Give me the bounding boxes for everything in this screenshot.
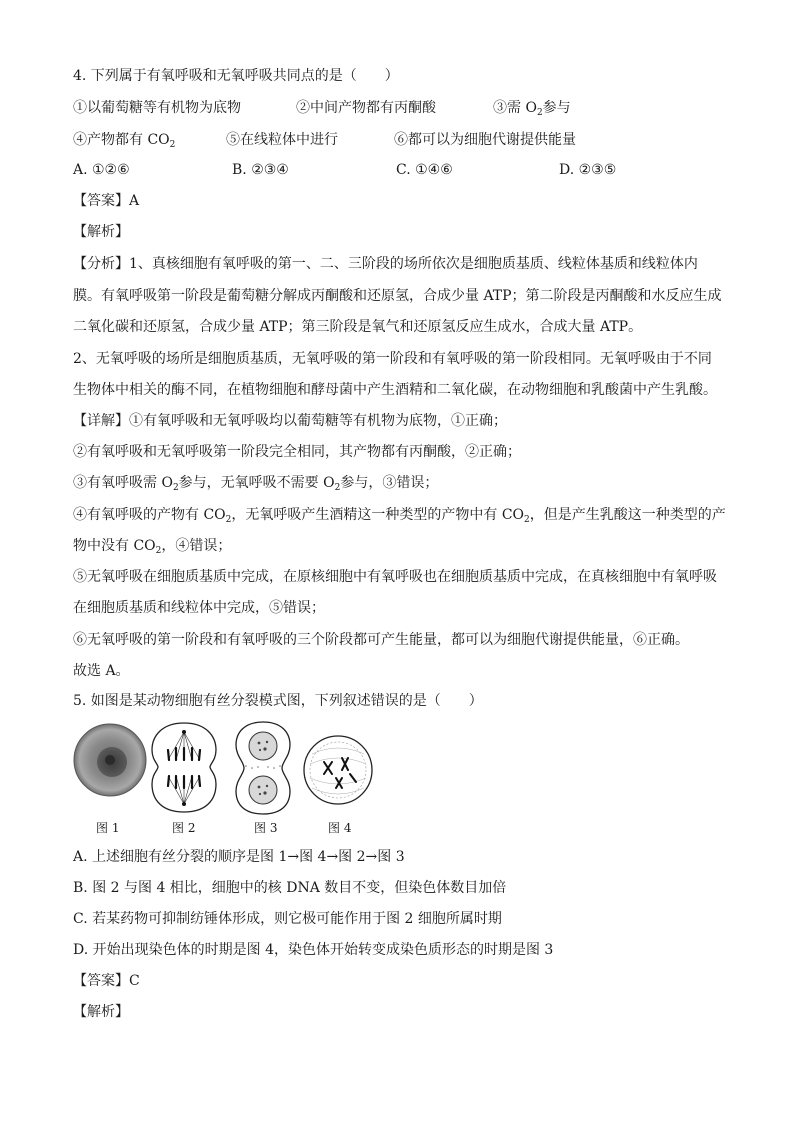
figure-4-prophase-cell bbox=[302, 734, 374, 806]
q4-detail-line: ⑤无氧呼吸在细胞质基质中完成，在原核细胞中有氧呼吸也在细胞质基质中完成，在真核细胞中有氧呼吸 bbox=[73, 569, 717, 585]
q4-answer bbox=[73, 191, 139, 211]
q4-detail-line: ④有氧呼吸的产物有 $CO_2$，无氧呼吸产生酒精这一种类型的产物中有 $CO_2$，但是产生乳酸这一种类型的产 bbox=[73, 507, 726, 525]
q4-analysis-tag: 【解析】 bbox=[73, 224, 129, 240]
q5-option-c: C. 若某药物可抑制纺锤体形成，则它极可能作用于图 2 细胞所属时期 bbox=[73, 911, 502, 927]
figure-3-label: 图 3 bbox=[254, 821, 278, 835]
q4-item-6: ⑥都可以为细胞代谢提供能量 bbox=[394, 132, 576, 148]
q4-option-a: A. ①②⑥ bbox=[73, 162, 130, 178]
q4-detail-line: 【详解】①有氧呼吸和无氧呼吸均以葡萄糖等有机物为底物，①正确； bbox=[73, 413, 507, 429]
q4-detail-line: 在细胞质基质和线粒体中完成，⑤错误； bbox=[73, 600, 325, 616]
answer-tag: 【答案】 bbox=[73, 193, 129, 209]
q4-analysis-line: 2、无氧呼吸的场所是细胞质基质，无氧呼吸的第一阶段和有氧呼吸的第一阶段相同。无氧呼吸由于不同 bbox=[73, 351, 712, 367]
figure-1-interphase-cell bbox=[70, 720, 150, 800]
q4-analysis-line: 【分析】1、真核细胞有氧呼吸的第一、二、三阶段的场所依次是细胞质基质、线粒体基质和线粒体内 bbox=[73, 256, 698, 272]
q5-stem: 5. 如图是某动物细胞有丝分裂模式图，下列叙述错误的是（ ） bbox=[73, 693, 483, 709]
q5-option-a: A. 上述细胞有丝分裂的顺序是图 1→图 4→图 2→图 3 bbox=[73, 849, 405, 865]
q4-analysis-line: 生物体中相关的酶不同，在植物细胞和酵母菌中产生酒精和二氧化碳，在动物细胞和乳酸菌中产生乳酸。 bbox=[73, 382, 717, 398]
answer-value: C bbox=[129, 973, 140, 989]
q4-item-5: ⑤在线粒体中进行 bbox=[226, 132, 338, 148]
figure-2-anaphase-cell bbox=[148, 720, 220, 815]
q4-option-d: D. ②③⑤ bbox=[559, 162, 617, 178]
q4-analysis-line: 膜。有氧呼吸第一阶段是葡萄糖分解成丙酮酸和还原氢，合成少量 ATP；第二阶段是丙酮酸和水反应生成 bbox=[73, 288, 722, 304]
q4-detail-line: 物中没有 $CO_2$，④错误； bbox=[73, 538, 232, 556]
q4-option-b: B. ②③④ bbox=[232, 162, 289, 178]
q4-detail-line: ⑥无氧呼吸的第一阶段和有氧呼吸的三个阶段都可产生能量，都可以为细胞代谢提供能量，⑥正确。 bbox=[73, 632, 689, 648]
q4-stem: 4. 下列属于有氧呼吸和无氧呼吸共同点的是（ ） bbox=[73, 68, 399, 84]
figure-4-label: 图 4 bbox=[328, 821, 352, 835]
q4-item-3: ③需 $O_2$参与 bbox=[493, 100, 571, 118]
q4-option-c: C. ①④⑥ bbox=[396, 162, 453, 178]
q5-option-d: D. 开始出现染色体的时期是图 4，染色体开始转变成染色质形态的时期是图 3 bbox=[73, 942, 554, 958]
figure-3-telophase-cell bbox=[232, 720, 294, 816]
figure-2-label: 图 2 bbox=[172, 821, 196, 835]
q4-detail-line: ③有氧呼吸需 $O_2$参与，无氧呼吸不需要 $O_2$参与，③错误； bbox=[73, 475, 439, 493]
q4-conclusion: 故选 A。 bbox=[73, 663, 130, 679]
q4-analysis-line: 二氧化碳和还原氢，合成少量 ATP；第三阶段是氧气和还原氢反应生成水，合成大量 ATP。 bbox=[73, 319, 643, 335]
q5-option-b: B. 图 2 与图 4 相比，细胞中的核 DNA 数目不变，但染色体数目加倍 bbox=[73, 880, 507, 896]
q5-answer bbox=[73, 971, 140, 991]
q5-analysis-tag: 【解析】 bbox=[73, 1004, 129, 1020]
figure-1-label: 图 1 bbox=[96, 821, 120, 835]
q4-detail-line: ②有氧呼吸和无氧呼吸第一阶段完全相同，其产物都有丙酮酸，②正确； bbox=[73, 444, 521, 460]
q4-item-2: ②中间产物都有丙酮酸 bbox=[296, 100, 436, 116]
answer-value: A bbox=[129, 193, 140, 209]
q4-item-4: ④产物都有 $CO_2$ bbox=[73, 132, 176, 150]
answer-tag: 【答案】 bbox=[73, 973, 129, 989]
q4-item-1: ①以葡萄糖等有机物为底物 bbox=[73, 100, 241, 116]
